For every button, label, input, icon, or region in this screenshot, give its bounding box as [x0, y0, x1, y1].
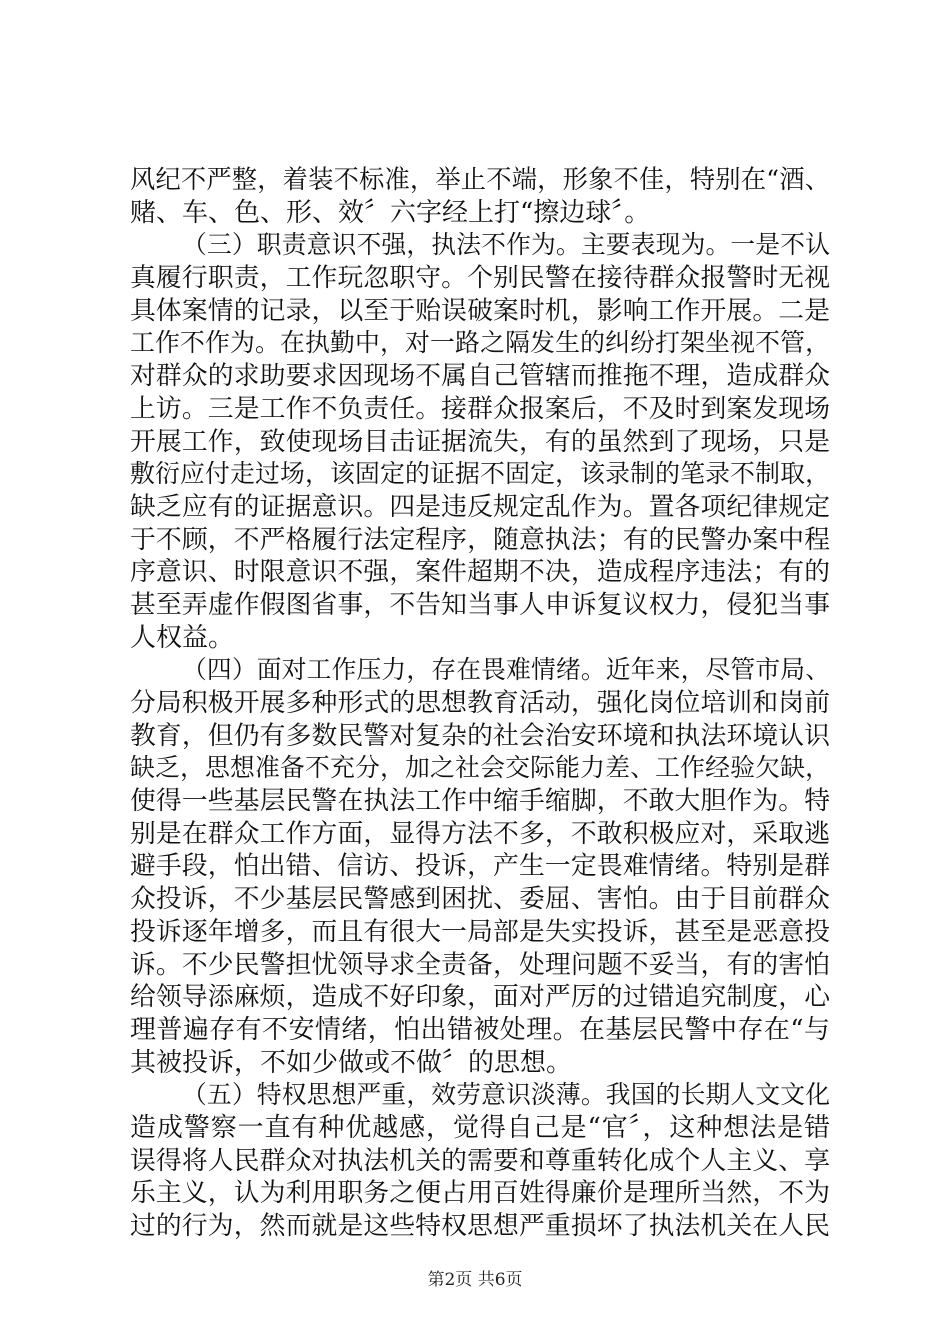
- document-body: [130, 164, 830, 1243]
- text-line: 甚至弄虚作假图省事，不告知当事人申诉复议权力，侵犯当事: [130, 589, 830, 620]
- text-line: 分局积极开展多种形式的思想教育活动，强化岗位培训和岗前: [130, 688, 830, 718]
- text-line: 别是在群众工作方面，显得方法不多，不敢积极应对，采取逃: [130, 818, 830, 849]
- text-line: 对群众的求助要求因现场不属自己管辖而推拖不理，造成群众: [130, 361, 830, 392]
- text-line: 开展工作，致使现场目击证据流失，有的虽然到了现场，只是: [130, 426, 830, 457]
- text-line: 诉。不少民警担忧领导求全责备，处理问题不妥当，有的害怕: [130, 949, 830, 980]
- text-line: 使得一些基层民警在执法工作中缩手缩脚，不敢大胆作为。特: [130, 786, 830, 817]
- text-line: 工作不作为。在执勤中，对一路之隔发生的纠纷打架坐视不管，: [130, 328, 830, 358]
- text-line: 真履行职责，工作玩忽职守。个别民警在接待群众报警时无视: [130, 263, 830, 294]
- text-line: 其被投诉，不如少做或不做〞的思想。: [130, 1047, 573, 1078]
- text-line: 众投诉，不少基层民警感到困扰、委屈、害怕。由于目前群众: [130, 884, 830, 915]
- text-line: 缺乏应有的证据意识。四是违反规定乱作为。置各项纪律规定: [130, 491, 830, 522]
- text-line: 人权益。: [130, 622, 235, 653]
- text-line: 风纪不严整，着装不标准，举止不端，形象不佳，特别在“酒、: [130, 165, 830, 194]
- text-line: （三）职责意识不强，执法不作为。主要表现为。一是不认: [182, 230, 830, 260]
- text-line: （五）特权思想严重，效劳意识淡薄。我国的长期人文文化: [182, 1080, 830, 1110]
- text-line: 敷衍应付走过场，该固定的证据不固定，该录制的笔录不制取，: [130, 459, 830, 489]
- text-line: 具体案情的记录，以至于贻误破案时机，影响工作开展。二是: [130, 295, 830, 326]
- text-line: 序意识、时限意识不强，案件超期不决，造成程序违法；有的: [130, 557, 830, 588]
- text-line: 缺乏，思想准备不充分，加之社会交际能力差、工作经验欠缺，: [130, 753, 830, 783]
- text-line: 理普遍存有不安情绪，怕出错被处理。在基层民警中存在“与: [130, 1014, 830, 1045]
- text-line: 误得将人民群众对执法机关的需要和尊重转化成个人主义、享: [130, 1145, 830, 1176]
- text-line: （四）面对工作压力，存在畏难情绪。近年来，尽管市局、: [182, 655, 830, 685]
- text-line: 造成警察一直有种优越感，觉得自己是“官〞，这种想法是错: [130, 1112, 830, 1143]
- text-line: 过的行为，然而就是这些特权思想严重损坏了执法机关在人民: [130, 1211, 830, 1241]
- text-line: 教育，但仍有多数民警对复杂的社会治安环境和执法环境认识: [130, 720, 830, 751]
- page-footer: 第2页 共6页: [427, 1270, 523, 1290]
- text-line: 避手段，怕出错、信访、投诉，产生一定畏难情绪。特别是群: [130, 851, 830, 882]
- text-line: 于不顾，不严格履行法定程序，随意执法；有的民警办案中程: [130, 524, 830, 555]
- text-line: 上访。三是工作不负责任。接群众报案后，不及时到案发现场: [130, 393, 830, 424]
- text-line: 赌、车、色、形、效〞六字经上打“擦边球〞。: [130, 197, 651, 228]
- text-line: 投诉逐年增多，而且有很大一局部是失实投诉，甚至是恶意投: [130, 916, 830, 947]
- text-line: 给领导添麻烦，造成不好印象，面对严厉的过错追究制度，心: [130, 982, 830, 1013]
- text-line: 乐主义，认为利用职务之便占用百姓得廉价是理所当然，不为: [130, 1178, 830, 1209]
